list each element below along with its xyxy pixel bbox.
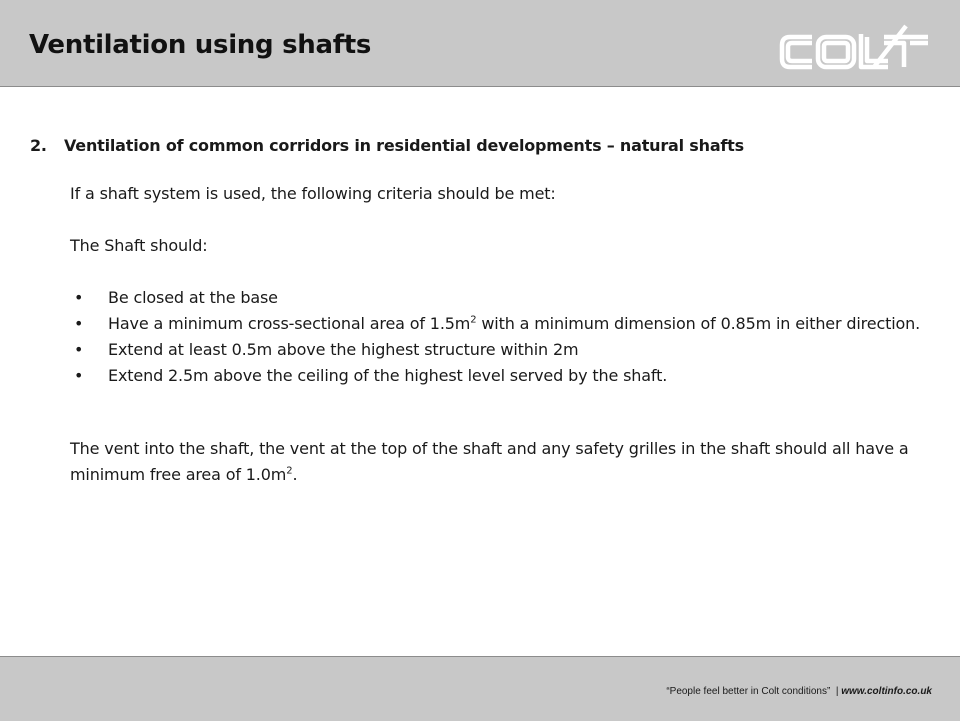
- closing-paragraph: The vent into the shaft, the vent at the top of the shaft and any safety grilles in the shaft should all have a minimum free area of $1.0m^2$.: [70, 439, 909, 484]
- shaft-subheading: The Shaft should:: [70, 236, 208, 255]
- list-item: • Extend 2.5m above the ceiling of the highest level served by the shaft.: [70, 363, 930, 389]
- bullet-icon: •: [74, 366, 84, 385]
- page-title: Ventilation using shafts: [29, 30, 372, 60]
- list-item: • Have a minimum cross-sectional area of $1.5m^2$ with a minimum dimension of 0.85m in either direction.: [70, 311, 930, 337]
- bullet-icon: •: [74, 288, 84, 307]
- intro-text: If a shaft system is used, the following criteria should be met:: [70, 184, 556, 203]
- section-heading-text: Ventilation of common corridors in residential developments – natural shafts: [64, 136, 744, 155]
- footer-separator: |: [835, 686, 839, 697]
- footer-text: [666, 686, 932, 697]
- list-item: • Be closed at the base: [70, 285, 930, 311]
- colt-logo: [778, 22, 932, 74]
- footer-band: [0, 656, 960, 721]
- section-heading: [30, 136, 930, 155]
- criteria-list: [70, 285, 930, 389]
- section-number: 2.: [30, 136, 47, 155]
- bullet-icon: •: [74, 314, 84, 333]
- header-band: [0, 0, 960, 87]
- footer-slogan: “People feel better in Colt conditions”: [666, 686, 831, 697]
- bullet-icon: •: [74, 340, 84, 359]
- footer-url[interactable]: www.coltinfo.co.uk: [841, 686, 932, 697]
- list-item: • Extend at least 0.5m above the highest structure within 2m: [70, 337, 930, 363]
